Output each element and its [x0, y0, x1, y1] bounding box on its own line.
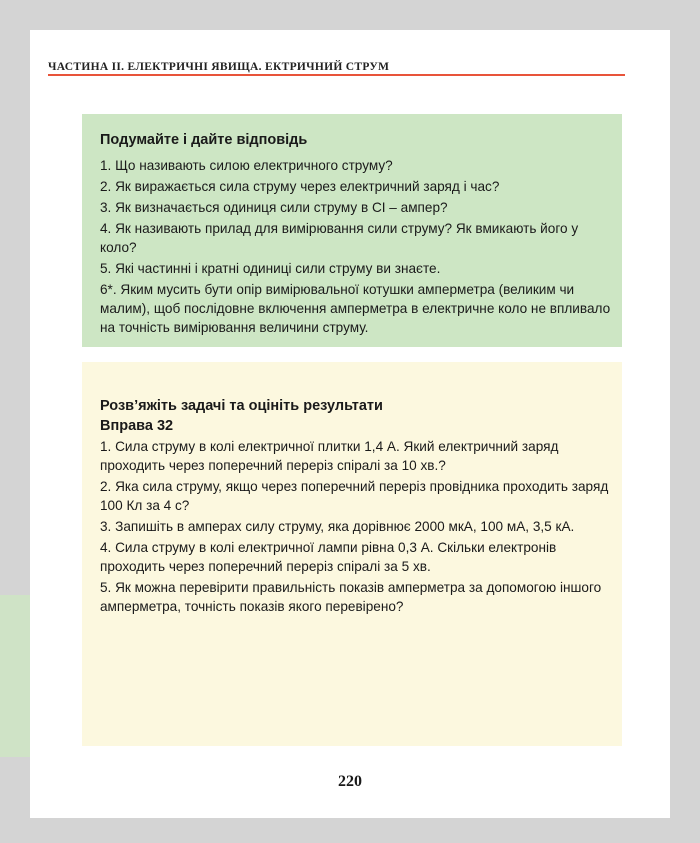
- problem-item: 1. Сила струму в колі електричної плитки 1,4 А. Який електричний заряд проходить через поперечний переріз спіралі за 10 хв.?: [100, 439, 559, 473]
- questions-section: [100, 131, 618, 339]
- side-tab: [0, 595, 30, 757]
- question-item: 1. Що називають силою електричного струму?: [100, 158, 393, 173]
- problem-item: 2. Яка сила струму, якщо через поперечний переріз провідника проходить заряд 100 Кл за 4 с?: [100, 479, 609, 513]
- problem-item: 5. Як можна перевірити правильність показів амперметра за допомогою іншого амперметра, точність показів якого перевірено?: [100, 580, 602, 614]
- exercise-label: Вправа 32: [100, 418, 174, 434]
- questions-title: Подумайте і дайте відповідь: [100, 132, 308, 148]
- page-number: 220: [338, 773, 362, 790]
- question-item: 4. Як називають прилад для вимірювання сили струму? Як вмикають його у коло?: [100, 221, 579, 255]
- questions-list: [100, 156, 618, 337]
- problems-section: [100, 397, 618, 618]
- problems-title: Розв’яжіть задачі та оцініть результати: [100, 398, 383, 414]
- running-header: ЧАСТИНА ІІ. ЕЛЕКТРИЧНІ ЯВИЩА. ЕКТРИЧНИЙ СТРУМ: [48, 61, 390, 73]
- problem-item: 4. Сила струму в колі електричної лампи рівна 0,3 А. Скільки електронів проходить через поперечний переріз спіралі за 5 хв.: [100, 540, 557, 574]
- problem-item: 3. Запишіть в амперах силу струму, яка дорівнює 2000 мкА, 100 мА, 3,5 кА.: [100, 519, 575, 534]
- question-item: 6*. Яким мусить бути опір вимірювальної котушки амперметра (великим чи малим), щоб послідовне включення амперметра в електричне коло не впливало на точність вимірювання величини струму.: [100, 282, 611, 335]
- question-item: 5. Які частинні і кратні одиниці сили струму ви знаєте.: [100, 261, 441, 276]
- problems-list: [100, 437, 618, 616]
- header-rule: [48, 74, 625, 76]
- question-item: 3. Як визначається одиниця сили струму в СІ – ампер?: [100, 200, 448, 215]
- question-item: 2. Як виражається сила струму через електричний заряд і час?: [100, 179, 500, 194]
